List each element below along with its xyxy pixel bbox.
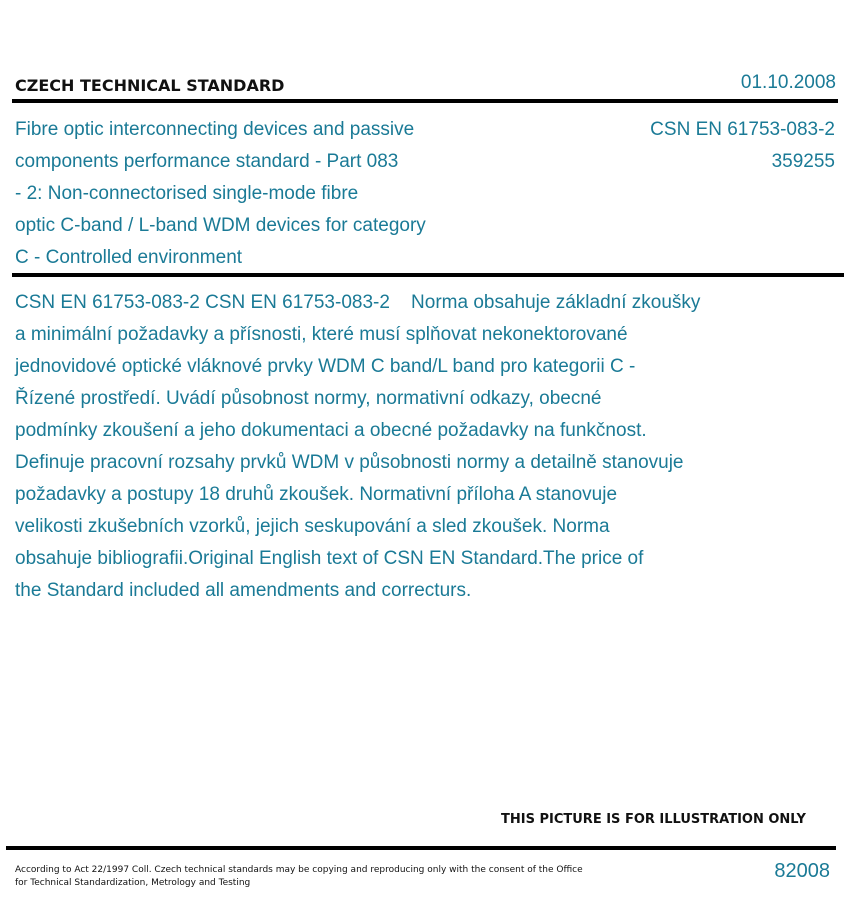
illustration-note: THIS PICTURE IS FOR ILLUSTRATION ONLY bbox=[501, 812, 806, 827]
standard-number: CSN EN 61753-083-2 bbox=[650, 119, 835, 140]
footer-code: 82008 bbox=[774, 860, 830, 882]
abstract-line: podmínky zkoušení a jeho dokumentaci a obecné požadavky na funkčnost. bbox=[15, 420, 647, 441]
abstract-line: Řízené prostředí. Uvádí působnost normy, normativní odkazy, obecné bbox=[15, 388, 602, 409]
document-type-label: CZECH TECHNICAL STANDARD bbox=[15, 76, 285, 95]
header-divider bbox=[12, 99, 838, 103]
abstract-line: velikosti zkušebních vzorků, jejich seskupování a sled zkoušek. Norma bbox=[15, 516, 610, 537]
legal-line: According to Act 22/1997 Coll. Czech technical standards may be copying and reproducing only with the consent of the Office bbox=[15, 865, 583, 875]
legal-line: for Technical Standardization, Metrology and Testing bbox=[15, 878, 251, 888]
title-line: components performance standard - Part 083 bbox=[15, 151, 399, 172]
publication-date: 01.10.2008 bbox=[740, 72, 836, 93]
abstract-line: jednovidové optické vláknové prvky WDM C band/L band pro kategorii C - bbox=[15, 356, 636, 377]
legal-notice bbox=[15, 864, 595, 890]
abstract-line: obsahuje bibliografii.Original English text of CSN EN Standard.The price of bbox=[15, 548, 644, 569]
title-line: Fibre optic interconnecting devices and passive bbox=[15, 119, 415, 140]
title-divider bbox=[12, 273, 844, 277]
standard-abstract bbox=[15, 287, 805, 607]
footer-divider bbox=[6, 846, 836, 850]
standard-codes bbox=[650, 114, 835, 178]
title-line: optic C-band / L-band WDM devices for category bbox=[15, 215, 426, 236]
abstract-line: the Standard included all amendments and correcturs. bbox=[15, 580, 472, 601]
title-line: - 2: Non-connectorised single-mode fibre bbox=[15, 183, 359, 204]
abstract-line: CSN EN 61753-083-2 CSN EN 61753-083-2 Norma obsahuje základní zkoušky bbox=[15, 292, 701, 313]
abstract-line: požadavky a postupy 18 druhů zkoušek. Normativní příloha A stanovuje bbox=[15, 484, 618, 505]
title-line: C - Controlled environment bbox=[15, 247, 243, 268]
class-number: 359255 bbox=[771, 151, 835, 172]
standard-title bbox=[15, 114, 495, 274]
abstract-line: Definuje pracovní rozsahy prvků WDM v působnosti normy a detailně stanovuje bbox=[15, 452, 684, 473]
abstract-line: a minimální požadavky a přísnosti, které musí splňovat nekonektorované bbox=[15, 324, 628, 345]
